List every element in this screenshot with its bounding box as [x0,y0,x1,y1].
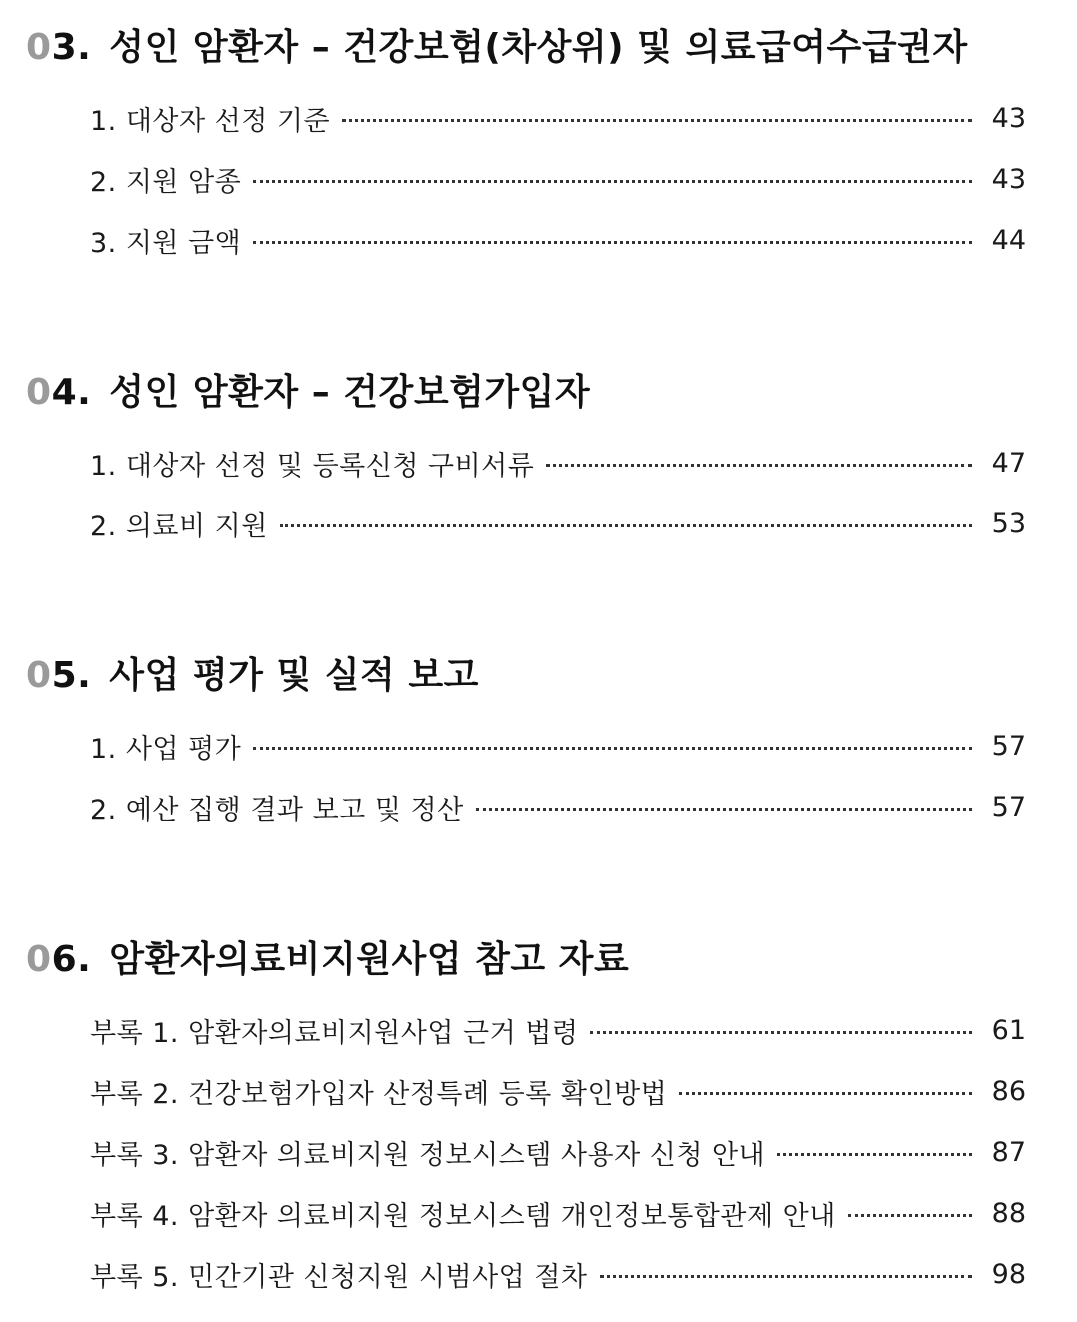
dot-leader [253,747,972,750]
section-number: 4. [51,372,92,413]
section-number-lead: 0 [26,655,52,696]
entry-page-number: 44 [991,224,1026,256]
entry-page-number: 88 [991,1197,1026,1229]
dot-leader [280,524,972,527]
toc-entry[interactable] [90,1254,1026,1294]
dot-leader [546,464,972,467]
entry-label: 2. 지원 암종 [90,166,242,198]
entry-page-number: 47 [991,447,1026,479]
section-number-lead: 0 [26,939,52,980]
toc-entry[interactable] [90,1010,1026,1050]
section-number-lead: 0 [26,27,52,68]
entry-label: 2. 예산 집행 결과 보고 및 정산 [90,794,464,826]
dot-leader [600,1275,973,1278]
entry-label: 3. 지원 금액 [90,227,242,259]
section-heading [26,23,968,73]
entry-label: 2. 의료비 지원 [90,510,268,542]
section-number: 6. [51,939,92,980]
section-number: 5. [51,655,92,696]
entry-page-number: 43 [991,163,1026,195]
entry-label: 부록 5. 민간기관 신청지원 시범사업 절차 [90,1261,588,1293]
section-title: 암환자의료비지원사업 참고 자료 [109,939,630,980]
entry-page-number: 61 [991,1014,1026,1046]
entry-label: 1. 대상자 선정 기준 [90,105,331,137]
entry-page-number: 53 [991,507,1026,539]
entry-page-number: 57 [991,791,1026,823]
entry-label: 부록 3. 암환자 의료비지원 정보시스템 사용자 신청 안내 [90,1139,766,1171]
toc-entry[interactable] [90,220,1026,260]
entry-page-number: 86 [991,1075,1026,1107]
toc-entry[interactable] [90,1132,1026,1172]
toc-entry[interactable] [90,503,1026,543]
dot-leader [342,119,972,122]
section-title: 사업 평가 및 실적 보고 [109,655,479,696]
section-title: 성인 암환자 – 건강보험가입자 [109,372,591,413]
section-title: 성인 암환자 – 건강보험(차상위) 및 의료급여수급권자 [109,27,968,68]
entry-label: 부록 1. 암환자의료비지원사업 근거 법령 [90,1017,579,1049]
entry-page-number: 43 [991,102,1026,134]
toc-entry[interactable] [90,159,1026,199]
toc-entry[interactable] [90,1193,1026,1233]
section-heading [26,935,629,985]
entry-page-number: 98 [991,1258,1026,1290]
toc-entry[interactable] [90,1071,1026,1111]
toc-entry[interactable] [90,443,1026,483]
toc-entry[interactable] [90,726,1026,766]
dot-leader [679,1092,972,1095]
dot-leader [253,241,972,244]
dot-leader [253,180,972,183]
toc-entry[interactable] [90,98,1026,138]
section-number: 3. [51,27,92,68]
entry-page-number: 87 [991,1136,1026,1168]
section-heading [26,651,479,701]
entry-label: 부록 2. 건강보험가입자 산정특례 등록 확인방법 [90,1078,668,1110]
entry-label: 부록 4. 암환자 의료비지원 정보시스템 개인정보통합관제 안내 [90,1200,836,1232]
dot-leader [777,1153,972,1156]
dot-leader [476,808,972,811]
entry-page-number: 57 [991,730,1026,762]
section-number-lead: 0 [26,372,52,413]
entry-label: 1. 대상자 선정 및 등록신청 구비서류 [90,450,535,482]
section-heading [26,368,590,418]
dot-leader [590,1031,972,1034]
entry-label: 1. 사업 평가 [90,733,242,765]
dot-leader [848,1214,972,1217]
toc-entry[interactable] [90,787,1026,827]
